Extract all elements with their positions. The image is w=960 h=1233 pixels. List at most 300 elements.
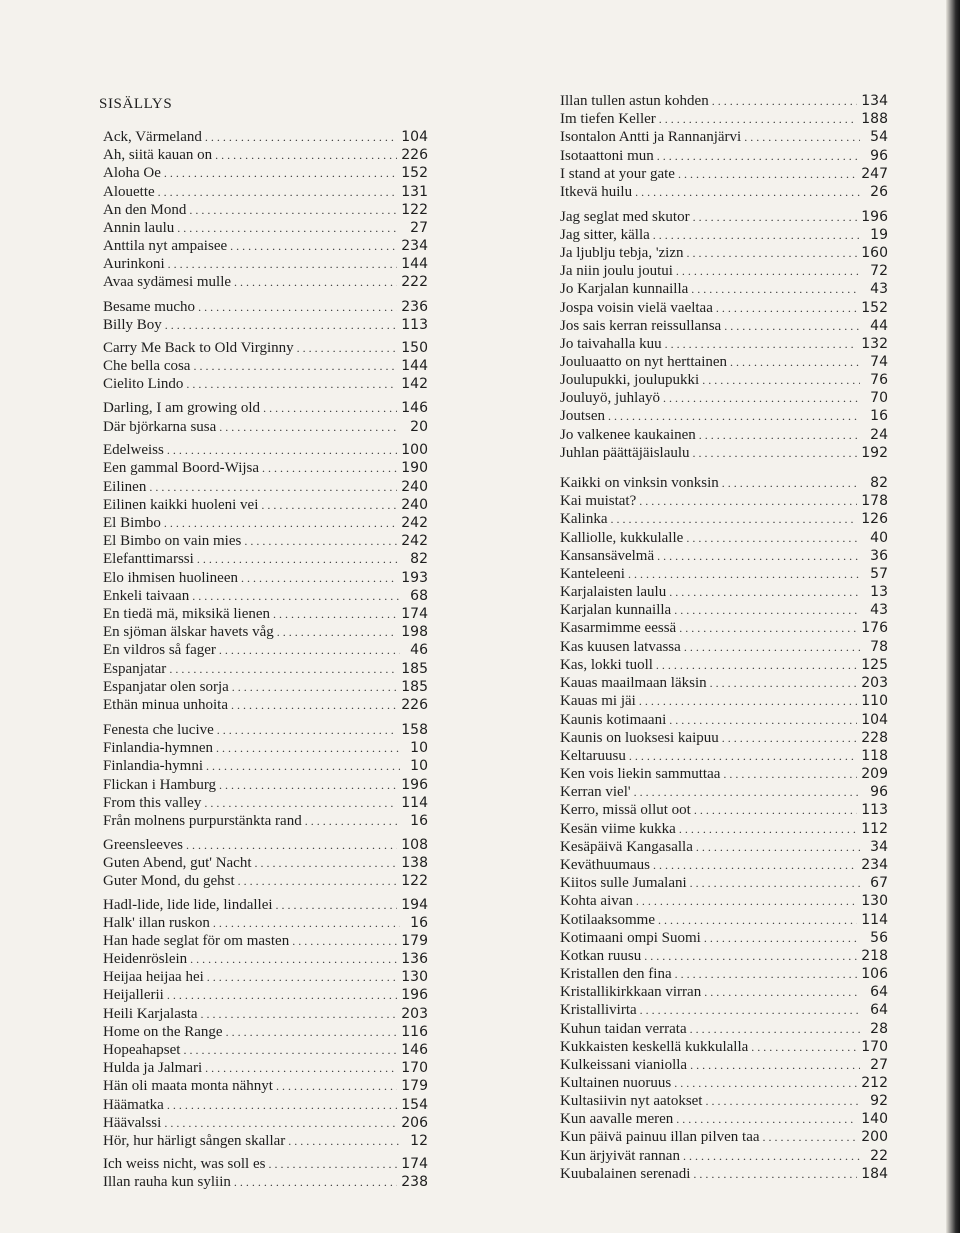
index-entry bbox=[103, 255, 428, 273]
index-entry bbox=[560, 1092, 888, 1110]
index-entry bbox=[560, 765, 888, 783]
index-entry bbox=[560, 692, 888, 710]
entry-title: Kerran viel' bbox=[560, 784, 631, 800]
index-entry bbox=[560, 262, 888, 280]
index-entry bbox=[560, 353, 888, 371]
dot-leader bbox=[189, 201, 397, 219]
entry-page-number: 228 bbox=[861, 730, 888, 746]
entry-page-number: 132 bbox=[861, 336, 888, 352]
dot-leader bbox=[608, 407, 860, 425]
entry-title: Enkeli taivaan bbox=[103, 588, 190, 604]
entry-title: Hän oli maata monta nähnyt bbox=[103, 1078, 273, 1094]
entry-title: Joutsen bbox=[560, 408, 605, 424]
entry-title: Aurinkoni bbox=[103, 256, 165, 272]
entry-title: Kalinka bbox=[560, 511, 608, 527]
index-entry bbox=[560, 892, 888, 910]
entry-page-number: 196 bbox=[861, 209, 888, 225]
dot-leader bbox=[676, 1110, 857, 1128]
entry-page-number: 19 bbox=[870, 227, 888, 243]
dot-leader bbox=[177, 219, 400, 237]
entry-page-number: 236 bbox=[401, 299, 428, 315]
entry-page-number: 222 bbox=[401, 274, 428, 290]
entry-title: Ethän minua unhoita bbox=[103, 697, 228, 713]
index-entry bbox=[560, 547, 888, 565]
entry-page-number: 57 bbox=[870, 566, 888, 582]
entry-page-number: 184 bbox=[861, 1166, 888, 1182]
index-entry bbox=[560, 492, 888, 510]
entry-title: Guten Abend, gut' Nacht bbox=[103, 855, 252, 871]
dot-leader bbox=[232, 678, 397, 696]
index-entry bbox=[560, 529, 888, 547]
entry-title: Kaikki on vinksin vonksin bbox=[560, 475, 719, 491]
entry-page-number: 74 bbox=[870, 354, 888, 370]
entry-title: Isontalon Antti ja Rannanjärvi bbox=[560, 129, 742, 145]
dot-leader bbox=[204, 794, 397, 812]
index-entry bbox=[560, 1128, 888, 1146]
dot-leader bbox=[219, 641, 400, 659]
entry-page-number: 158 bbox=[401, 722, 428, 738]
entry-page-number: 130 bbox=[401, 969, 428, 985]
entry-page-number: 134 bbox=[861, 93, 888, 109]
dot-leader bbox=[678, 165, 857, 183]
entry-page-number: 28 bbox=[870, 1021, 888, 1037]
dot-leader bbox=[168, 255, 398, 273]
entry-title: El Bimbo bbox=[103, 515, 161, 531]
index-entry bbox=[560, 911, 888, 929]
dot-leader bbox=[205, 128, 397, 146]
entry-page-number: 68 bbox=[410, 588, 428, 604]
dot-leader bbox=[164, 1114, 397, 1132]
entry-title: Kerro, missä ollut oot bbox=[560, 802, 691, 818]
entry-title: Juhlan päättäjäislaulu bbox=[560, 445, 690, 461]
dot-leader bbox=[730, 353, 860, 371]
index-entry bbox=[103, 641, 428, 659]
entry-page-number: 140 bbox=[861, 1111, 888, 1127]
entry-title: Kansansävelmä bbox=[560, 548, 655, 564]
index-entry bbox=[560, 820, 888, 838]
entry-title: Heidenröslein bbox=[103, 951, 188, 967]
entry-page-number: 24 bbox=[870, 427, 888, 443]
entry-title: Avaa sydämesi mulle bbox=[103, 274, 232, 290]
dot-leader bbox=[255, 854, 398, 872]
index-entry bbox=[103, 1023, 428, 1041]
entry-page-number: 64 bbox=[870, 1002, 888, 1018]
dot-leader bbox=[207, 968, 397, 986]
entry-page-number: 240 bbox=[401, 497, 428, 513]
index-entry bbox=[103, 1041, 428, 1059]
entry-page-number: 196 bbox=[401, 777, 428, 793]
dot-leader bbox=[691, 280, 860, 298]
dot-leader bbox=[669, 583, 860, 601]
entry-title: Kas, lokki tuoll bbox=[560, 657, 653, 673]
dot-leader bbox=[219, 776, 397, 794]
entry-page-number: 43 bbox=[870, 602, 888, 618]
entry-page-number: 16 bbox=[410, 813, 428, 829]
index-entry bbox=[560, 601, 888, 619]
entry-page-number: 10 bbox=[410, 740, 428, 756]
dot-leader bbox=[763, 1128, 858, 1146]
dot-leader bbox=[674, 601, 860, 619]
entry-title: Heijaa heijaa hei bbox=[103, 969, 204, 985]
entry-title: Itkevä huilu bbox=[560, 184, 633, 200]
index-entry bbox=[560, 371, 888, 389]
dot-leader bbox=[676, 262, 860, 280]
index-entry bbox=[560, 1038, 888, 1056]
dot-leader bbox=[693, 208, 858, 226]
entry-title: Annin laulu bbox=[103, 220, 175, 236]
entry-title: Billy Boy bbox=[103, 317, 162, 333]
dot-leader bbox=[217, 721, 397, 739]
entry-title: Hulda ja Jalmari bbox=[103, 1060, 203, 1076]
dot-leader bbox=[674, 1074, 857, 1092]
entry-title: Jo valkenee kaukainen bbox=[560, 427, 696, 443]
entry-title: I stand at your gate bbox=[560, 166, 675, 182]
dot-leader bbox=[705, 1092, 860, 1110]
index-entry bbox=[103, 128, 428, 146]
dot-leader bbox=[663, 389, 860, 407]
entry-page-number: 43 bbox=[870, 281, 888, 297]
entry-page-number: 131 bbox=[401, 184, 428, 200]
entry-page-number: 82 bbox=[410, 551, 428, 567]
entry-page-number: 78 bbox=[870, 639, 888, 655]
entry-page-number: 218 bbox=[861, 948, 888, 964]
index-entry bbox=[103, 896, 428, 914]
entry-page-number: 142 bbox=[401, 376, 428, 392]
entry-title: Greensleeves bbox=[103, 837, 183, 853]
entry-page-number: 247 bbox=[861, 166, 888, 182]
dot-leader bbox=[690, 1056, 860, 1074]
entry-title: Hör, hur härligt sången skallar bbox=[103, 1133, 286, 1149]
entry-title: Edelweiss bbox=[103, 442, 164, 458]
entry-page-number: 212 bbox=[861, 1075, 888, 1091]
entry-page-number: 12 bbox=[410, 1133, 428, 1149]
entry-page-number: 76 bbox=[870, 372, 888, 388]
index-entry bbox=[103, 950, 428, 968]
entry-page-number: 200 bbox=[861, 1129, 888, 1145]
entry-page-number: 122 bbox=[401, 202, 428, 218]
entry-page-number: 152 bbox=[401, 165, 428, 181]
index-entry bbox=[560, 510, 888, 528]
entry-page-number: 70 bbox=[870, 390, 888, 406]
dot-leader bbox=[716, 299, 857, 317]
entry-title: Finlandia-hymnen bbox=[103, 740, 213, 756]
entry-page-number: 150 bbox=[401, 340, 428, 356]
entry-page-number: 126 bbox=[861, 511, 888, 527]
dot-leader bbox=[276, 896, 398, 914]
entry-title: Karjalan kunnailla bbox=[560, 602, 672, 618]
entry-title: Jouluaatto on nyt herttainen bbox=[560, 354, 728, 370]
dot-leader bbox=[276, 1077, 397, 1095]
entry-page-number: 203 bbox=[861, 675, 888, 691]
entry-page-number: 152 bbox=[861, 300, 888, 316]
index-entry bbox=[560, 838, 888, 856]
dot-leader bbox=[190, 950, 397, 968]
entry-title: Kauas mi jäi bbox=[560, 693, 636, 709]
entry-title: Hopeahapset bbox=[103, 1042, 181, 1058]
dot-leader bbox=[167, 986, 397, 1004]
entry-page-number: 234 bbox=[861, 857, 888, 873]
index-entry bbox=[560, 656, 888, 674]
entry-title: Che bella cosa bbox=[103, 358, 191, 374]
dot-leader bbox=[193, 357, 397, 375]
index-entry bbox=[103, 1096, 428, 1114]
entry-page-number: 146 bbox=[401, 400, 428, 416]
entry-page-number: 240 bbox=[401, 479, 428, 495]
dot-leader bbox=[261, 496, 397, 514]
entry-page-number: 113 bbox=[401, 317, 428, 333]
entry-page-number: 144 bbox=[401, 256, 428, 272]
entry-title: Karjalaisten laulu bbox=[560, 584, 667, 600]
entry-title: Halk' illan ruskon bbox=[103, 915, 210, 931]
index-entry bbox=[103, 1077, 428, 1095]
dot-leader bbox=[610, 510, 857, 528]
index-entry bbox=[560, 183, 888, 201]
entry-title: Kulkeissani vianiolla bbox=[560, 1057, 688, 1073]
entry-page-number: 179 bbox=[401, 933, 428, 949]
dot-leader bbox=[704, 983, 860, 1001]
entry-page-number: 242 bbox=[401, 515, 428, 531]
dot-leader bbox=[722, 474, 860, 492]
entry-title: Home on the Range bbox=[103, 1024, 223, 1040]
entry-title: Han hade seglat för om masten bbox=[103, 933, 290, 949]
entry-title: Kultasiivin nyt aatokset bbox=[560, 1093, 703, 1109]
index-entry bbox=[560, 1020, 888, 1038]
entry-page-number: 114 bbox=[401, 795, 428, 811]
index-entry bbox=[103, 1173, 428, 1191]
index-entry bbox=[560, 565, 888, 583]
dot-leader bbox=[263, 399, 397, 417]
index-entry bbox=[103, 932, 428, 950]
dot-leader bbox=[629, 747, 857, 765]
entry-title: An den Mond bbox=[103, 202, 187, 218]
dot-leader bbox=[244, 532, 397, 550]
dot-leader bbox=[149, 478, 397, 496]
index-entry bbox=[103, 550, 428, 568]
index-entry bbox=[103, 375, 428, 393]
index-entry bbox=[103, 794, 428, 812]
index-entry bbox=[560, 619, 888, 637]
dot-leader bbox=[744, 128, 860, 146]
entry-title: From this valley bbox=[103, 795, 202, 811]
entry-title: En vildros så fager bbox=[103, 642, 216, 658]
dot-leader bbox=[635, 183, 860, 201]
dot-leader bbox=[640, 1001, 860, 1019]
entry-page-number: 34 bbox=[870, 839, 888, 855]
dot-leader bbox=[268, 1155, 397, 1173]
entry-title: Jag sitter, källa bbox=[560, 227, 650, 243]
entry-title: Kesäpäivä Kangasalla bbox=[560, 839, 693, 855]
dot-leader bbox=[238, 872, 398, 890]
entry-page-number: 100 bbox=[401, 442, 428, 458]
index-entry bbox=[103, 357, 428, 375]
index-entry bbox=[103, 968, 428, 986]
entry-title: Kotilaaksomme bbox=[560, 912, 655, 928]
entry-title: Kai muistat? bbox=[560, 493, 637, 509]
dot-leader bbox=[686, 529, 860, 547]
entry-title: Cielito Lindo bbox=[103, 376, 184, 392]
entry-title: En tiedä mä, miksikä lienen bbox=[103, 606, 271, 622]
dot-leader bbox=[234, 273, 397, 291]
dot-leader bbox=[679, 820, 857, 838]
index-entry bbox=[560, 389, 888, 407]
index-entry bbox=[560, 801, 888, 819]
dot-leader bbox=[167, 441, 397, 459]
entry-page-number: 190 bbox=[401, 460, 428, 476]
entry-page-number: 226 bbox=[401, 147, 428, 163]
entry-page-number: 92 bbox=[870, 1093, 888, 1109]
entry-page-number: 185 bbox=[401, 661, 428, 677]
entry-page-number: 174 bbox=[401, 606, 428, 622]
index-entry bbox=[560, 317, 888, 335]
index-entry bbox=[103, 219, 428, 237]
entry-title: Espanjatar olen sorja bbox=[103, 679, 229, 695]
entry-page-number: 170 bbox=[401, 1060, 428, 1076]
index-entry bbox=[560, 929, 888, 947]
entry-title: Illan rauha kun syliin bbox=[103, 1174, 231, 1190]
entry-title: Kauas maailmaan läksin bbox=[560, 675, 707, 691]
dot-leader bbox=[751, 1038, 857, 1056]
entry-title: Kesän viime kukka bbox=[560, 821, 676, 837]
dot-leader bbox=[192, 587, 400, 605]
entry-title: Kuhun taidan verrata bbox=[560, 1021, 687, 1037]
index-entry bbox=[103, 1132, 428, 1150]
entry-title: Ja niin joulu joutui bbox=[560, 263, 673, 279]
entry-page-number: 110 bbox=[861, 693, 888, 709]
index-entry bbox=[103, 696, 428, 714]
entry-title: Im tiefen Keller bbox=[560, 111, 656, 127]
index-entry bbox=[103, 660, 428, 678]
entry-title: Kaunis kotimaani bbox=[560, 712, 667, 728]
entry-page-number: 22 bbox=[870, 1148, 888, 1164]
entry-title: Illan tullen astun kohden bbox=[560, 93, 709, 109]
dot-leader bbox=[219, 418, 400, 436]
entry-title: Ja ljublju tebja, 'zizn bbox=[560, 245, 684, 261]
entry-title: Eilinen bbox=[103, 479, 147, 495]
entry-page-number: 10 bbox=[410, 758, 428, 774]
dot-leader bbox=[710, 674, 858, 692]
entry-page-number: 234 bbox=[401, 238, 428, 254]
dot-leader bbox=[305, 812, 400, 830]
entry-title: Eilinen kaikki huoleni vei bbox=[103, 497, 259, 513]
entry-title: Flickan i Hamburg bbox=[103, 777, 217, 793]
index-entry bbox=[560, 128, 888, 146]
entry-title: Kiitos sulle Jumalani bbox=[560, 875, 687, 891]
dot-leader bbox=[186, 375, 397, 393]
index-entry bbox=[560, 783, 888, 801]
index-entry bbox=[560, 1074, 888, 1092]
index-entry bbox=[560, 674, 888, 692]
entry-page-number: 203 bbox=[401, 1006, 428, 1022]
entry-page-number: 192 bbox=[861, 445, 888, 461]
entry-page-number: 118 bbox=[861, 748, 888, 764]
index-entry bbox=[560, 947, 888, 965]
dot-leader bbox=[683, 1147, 860, 1165]
index-entry bbox=[103, 441, 428, 459]
entry-page-number: 144 bbox=[401, 358, 428, 374]
entry-title: Elefanttimarssi bbox=[103, 551, 194, 567]
entry-page-number: 160 bbox=[861, 245, 888, 261]
dot-leader bbox=[693, 1165, 857, 1183]
index-entry bbox=[103, 478, 428, 496]
entry-title: Kas kuusen latvassa bbox=[560, 639, 681, 655]
dot-leader bbox=[712, 92, 858, 110]
entry-title: Där björkarna susa bbox=[103, 419, 217, 435]
dot-leader bbox=[167, 1096, 397, 1114]
dot-leader bbox=[183, 1041, 397, 1059]
entry-page-number: 27 bbox=[870, 1057, 888, 1073]
entry-title: Ack, Värmeland bbox=[103, 129, 202, 145]
entry-page-number: 54 bbox=[870, 129, 888, 145]
index-entry bbox=[560, 474, 888, 492]
dot-leader bbox=[723, 765, 857, 783]
entry-page-number: 108 bbox=[401, 837, 428, 853]
dot-leader bbox=[639, 492, 857, 510]
index-entry bbox=[560, 299, 888, 317]
dot-leader bbox=[197, 550, 400, 568]
dot-leader bbox=[206, 757, 400, 775]
dot-leader bbox=[277, 623, 397, 641]
entry-page-number: 196 bbox=[401, 987, 428, 1003]
index-entry bbox=[560, 147, 888, 165]
entry-title: Jo taivahalla kuu bbox=[560, 336, 662, 352]
entry-title: Guter Mond, du gehst bbox=[103, 873, 235, 889]
index-entry bbox=[560, 426, 888, 444]
dot-leader bbox=[675, 965, 858, 983]
index-entry bbox=[560, 280, 888, 298]
dot-leader bbox=[687, 244, 858, 262]
index-entry bbox=[560, 244, 888, 262]
entry-page-number: 46 bbox=[410, 642, 428, 658]
entry-title: Kuubalainen serenadi bbox=[560, 1166, 691, 1182]
entry-page-number: 114 bbox=[861, 912, 888, 928]
entry-title: Kun päivä painuu illan pilven taa bbox=[560, 1129, 760, 1145]
entry-title: Kun aavalle meren bbox=[560, 1111, 674, 1127]
index-entry bbox=[103, 399, 428, 417]
entry-title: Carry Me Back to Old Virginny bbox=[103, 340, 294, 356]
index-entry bbox=[560, 226, 888, 244]
entry-title: Häämatka bbox=[103, 1097, 164, 1113]
dot-leader bbox=[273, 605, 397, 623]
entry-page-number: 44 bbox=[870, 318, 888, 334]
entry-title: Hadl-lide, lide lide, lindallei bbox=[103, 897, 273, 913]
index-entry bbox=[103, 532, 428, 550]
dot-leader bbox=[241, 569, 397, 587]
entry-page-number: 146 bbox=[401, 1042, 428, 1058]
index-entry bbox=[103, 496, 428, 514]
entry-page-number: 96 bbox=[870, 148, 888, 164]
entry-page-number: 188 bbox=[861, 111, 888, 127]
index-entry bbox=[103, 854, 428, 872]
index-entry bbox=[103, 316, 428, 334]
entry-page-number: 174 bbox=[401, 1156, 428, 1172]
entry-title: Heijallerii bbox=[103, 987, 164, 1003]
entry-title: Darling, I am growing old bbox=[103, 400, 261, 416]
entry-title: Anttila nyt ampaisee bbox=[103, 238, 228, 254]
index-entry bbox=[560, 965, 888, 983]
entry-title: Fenesta che lucive bbox=[103, 722, 214, 738]
entry-page-number: 238 bbox=[401, 1174, 428, 1190]
dot-leader bbox=[164, 514, 397, 532]
entry-title: Kohta aivan bbox=[560, 893, 633, 909]
entry-title: Kun ärjyivät rannan bbox=[560, 1148, 680, 1164]
index-entry bbox=[560, 444, 888, 462]
entry-title: Finlandia-hymni bbox=[103, 758, 203, 774]
entry-page-number: 96 bbox=[870, 784, 888, 800]
entry-page-number: 116 bbox=[401, 1024, 428, 1040]
entry-page-number: 72 bbox=[870, 263, 888, 279]
index-entry bbox=[103, 298, 428, 316]
index-entry bbox=[560, 110, 888, 128]
